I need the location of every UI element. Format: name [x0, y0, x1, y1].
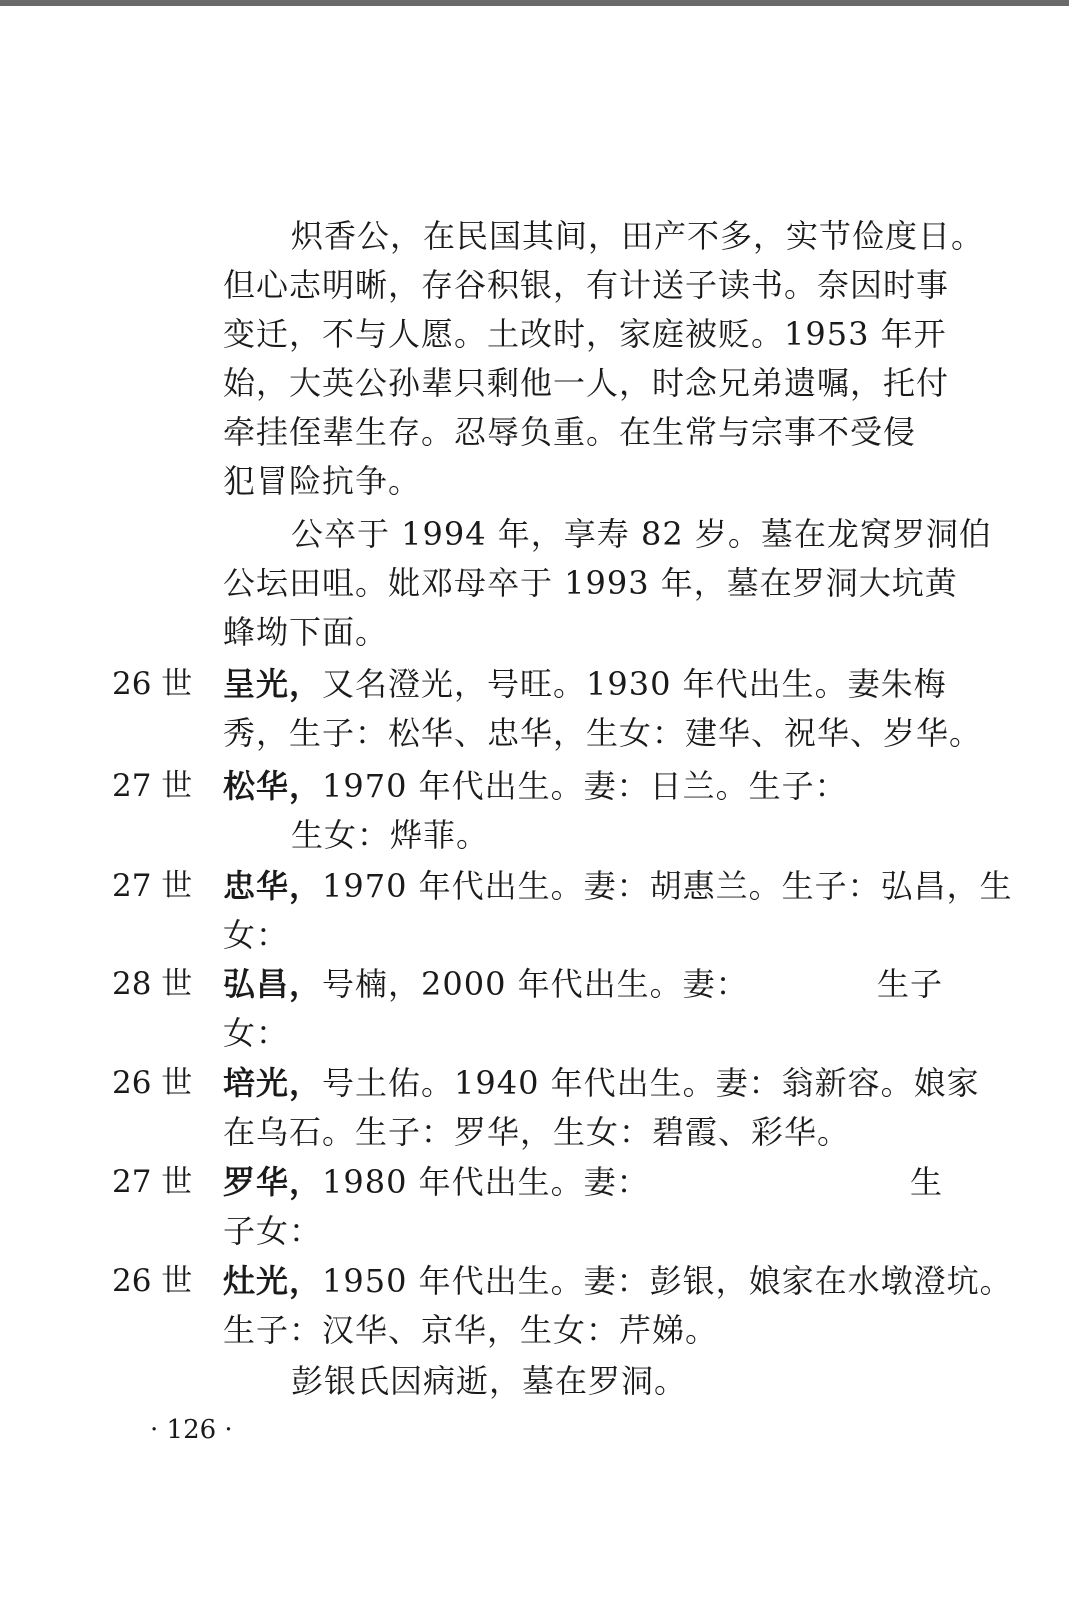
text-line: 公坛田咀。妣邓母卒于 1993 年，墓在罗洞大坑黄	[223, 564, 958, 602]
page-number: · 126 ·	[150, 1415, 233, 1445]
generation-label: 26 世	[112, 1065, 193, 1101]
entry-line-2: 生女：烨菲。	[291, 816, 490, 854]
entry-line-1: 号土佑。1940 年代出生。妻：翁新容。娘家	[322, 1064, 980, 1102]
person-name: 罗华，	[223, 1163, 323, 1201]
entry-line-2: 秀，生子：松华、忠华，生女：建华、祝华、岁华。	[223, 714, 983, 752]
entry-line-2: 子女：	[223, 1212, 323, 1250]
text-line: 犯冒险抗争。	[223, 462, 422, 500]
entry-line-2: 女：	[223, 916, 290, 954]
generation-label: 27 世	[112, 768, 193, 804]
person-name: 忠华，	[223, 867, 323, 905]
entry-line-1: 1970 年代出生。妻：胡惠兰。生子：弘昌，生	[322, 867, 1013, 905]
person-name: 培光，	[223, 1064, 323, 1102]
entry-text	[223, 1257, 1013, 1355]
entry-line-1: 又名澄光，号旺。1930 年代出生。妻朱梅	[322, 665, 947, 703]
generation-label: 26 世	[112, 1263, 193, 1299]
person-name: 呈光，	[223, 665, 323, 703]
death-paragraph	[223, 510, 992, 657]
entry-text	[223, 862, 1013, 960]
person-name: 灶光，	[223, 1262, 323, 1300]
person-name: 弘昌，	[223, 965, 323, 1003]
text-line: 但心志明晰，存谷积银，有计送子读书。奈因时事	[223, 266, 950, 304]
text-line: 牵挂侄辈生存。忍辱负重。在生常与宗事不受侵	[223, 413, 917, 451]
entry-line-1-right: 生子	[876, 965, 943, 1003]
entry-line-2: 在乌石。生子：罗华，生女：碧霞、彩华。	[223, 1113, 851, 1151]
entry-line-1: 1950 年代出生。妻：彭银，娘家在水墩澄坑。	[322, 1262, 1013, 1300]
text-line: 彭银氏因病逝，墓在罗洞。	[291, 1362, 688, 1400]
intro-paragraph	[223, 212, 985, 506]
entry-line-1: 1970 年代出生。妻：日兰。生子：	[322, 767, 848, 805]
entry-text	[223, 762, 943, 860]
entry-line-1-right: 生	[909, 1163, 943, 1201]
text-line: 蜂坳下面。	[223, 613, 389, 651]
generation-label: 27 世	[112, 1164, 193, 1200]
entry-text	[223, 960, 943, 1058]
text-line: 始，大英公孙辈只剩他一人，时念兄弟遗嘱，托付	[223, 364, 950, 402]
generation-label: 27 世	[112, 868, 193, 904]
entry-line-1: 1980 年代出生。妻：	[322, 1163, 650, 1201]
closing-paragraph	[223, 1357, 943, 1406]
entry-text	[223, 1059, 980, 1157]
text-line: 变迁，不与人愿。土改时，家庭被贬。1953 年开	[223, 315, 947, 353]
generation-label: 28 世	[112, 966, 193, 1002]
entry-line-2: 生子：汉华、京华，生女：芹娣。	[223, 1311, 719, 1349]
entry-line-1: 号楠，2000 年代出生。妻：	[322, 965, 749, 1003]
person-name: 松华，	[223, 767, 323, 805]
text-line: 公卒于 1994 年，享寿 82 岁。墓在龙窝罗洞伯	[291, 515, 992, 553]
entry-line-2: 女：	[223, 1014, 290, 1052]
generation-label: 26 世	[112, 666, 193, 702]
entry-text	[223, 1158, 943, 1256]
text-line: 炽香公，在民国其间，田产不多，实节俭度日。	[291, 217, 985, 255]
entry-text	[223, 660, 983, 758]
